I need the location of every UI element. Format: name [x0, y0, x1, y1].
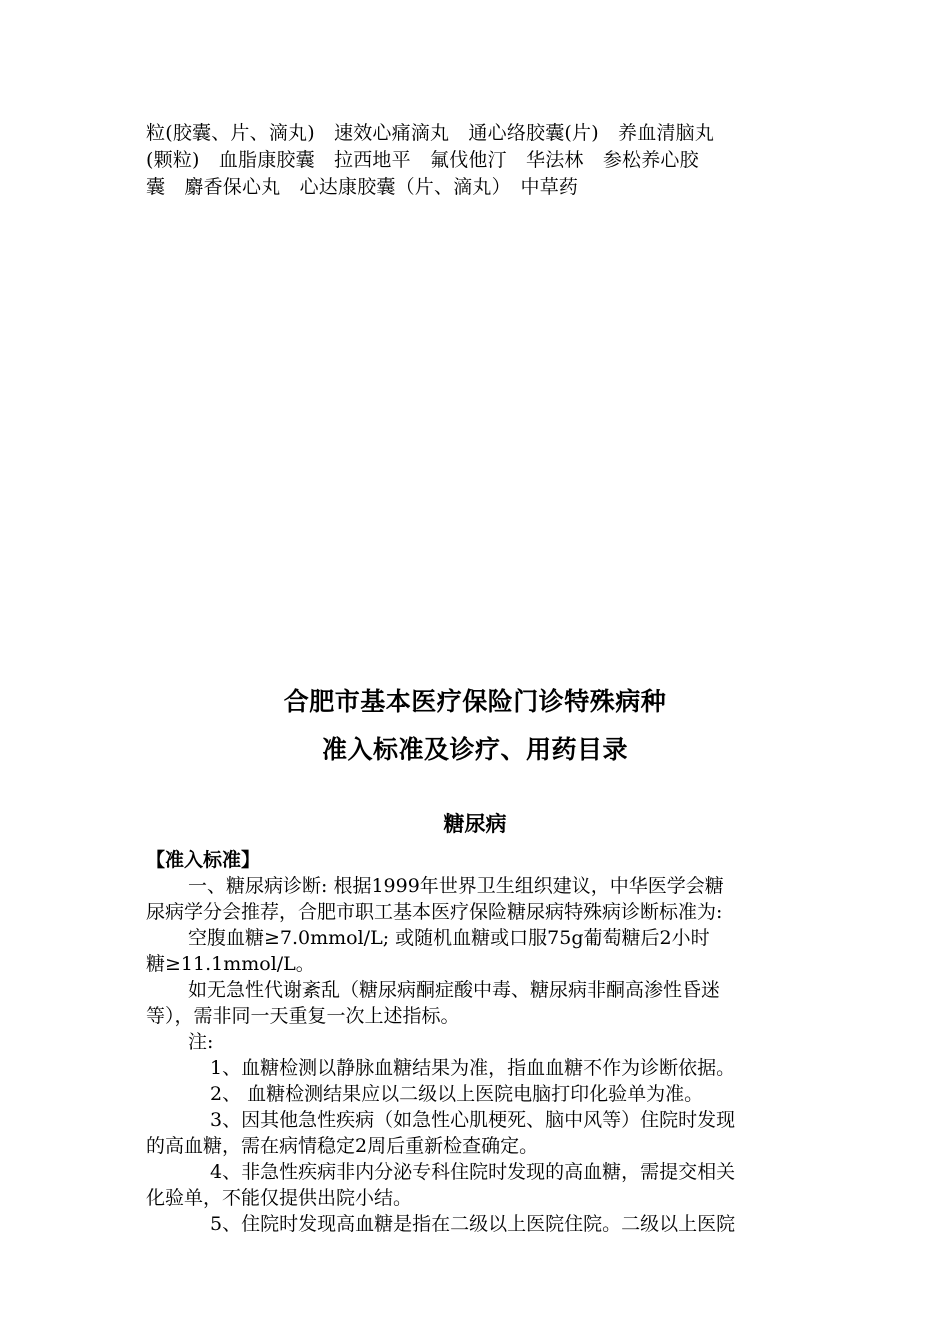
paragraph-line: 糖≥11.1mmol/L。 — [146, 953, 315, 975]
note-item-continued: 的高血糖，需在病情稳定2周后重新检查确定。 — [146, 1135, 539, 1157]
paragraph-line: 一、糖尿病诊断: 根据1999年世界卫生组织建议，中华医学会糖 — [188, 875, 724, 897]
note-item: 2、 血糖检测结果应以二级以上医院电脑打印化验单为准。 — [210, 1083, 704, 1105]
note-item: 5、住院时发现高血糖是指在二级以上医院住院。二级以上医院 — [210, 1213, 736, 1235]
note-item-continued: 化验单，不能仅提供出院小结。 — [146, 1187, 413, 1209]
note-item: 3、因其他急性疾病（如急性心肌梗死、脑中风等）住院时发现 — [210, 1109, 736, 1131]
paragraph-line: 如无急性代谢紊乱（糖尿病酮症酸中毒、糖尿病非酮高渗性昏迷 — [188, 979, 721, 1001]
paragraph-line: 空腹血糖≥7.0mmol/L; 或随机血糖或口服75g葡萄糖后2小时 — [188, 927, 710, 949]
document-title-line1: 合肥市基本医疗保险门诊特殊病种 — [283, 687, 667, 716]
document-title-line2: 准入标准及诊疗、用药目录 — [321, 735, 628, 764]
medication-list-continued — [146, 120, 810, 201]
note-label: 注: — [188, 1031, 214, 1053]
text-line: 粒(胶囊、片、滴丸) 速效心痛滴丸 通心络胶囊(片) 养血清脑丸 — [146, 122, 715, 144]
paragraph-line: 尿病学分会推荐，合肥市职工基本医疗保险糖尿病特殊病诊断标准为: — [146, 901, 723, 923]
disease-heading: 糖尿病 — [443, 812, 507, 836]
note-item: 4、非急性疾病非内分泌专科住院时发现的高血糖，需提交相关 — [210, 1161, 736, 1183]
admission-criteria-section — [146, 847, 810, 1237]
note-item: 1、血糖检测以静脉血糖结果为准，指血血糖不作为诊断依据。 — [210, 1057, 736, 1079]
section-heading: 【准入标准】 — [146, 849, 261, 871]
paragraph-line: 等），需非同一天重复一次上述指标。 — [146, 1005, 460, 1027]
text-line: 囊 麝香保心丸 心达康胶囊（片、滴丸） 中草药 — [146, 176, 579, 198]
text-line: (颗粒) 血脂康胶囊 拉西地平 氟伐他汀 华法林 参松养心胶 — [146, 149, 699, 171]
